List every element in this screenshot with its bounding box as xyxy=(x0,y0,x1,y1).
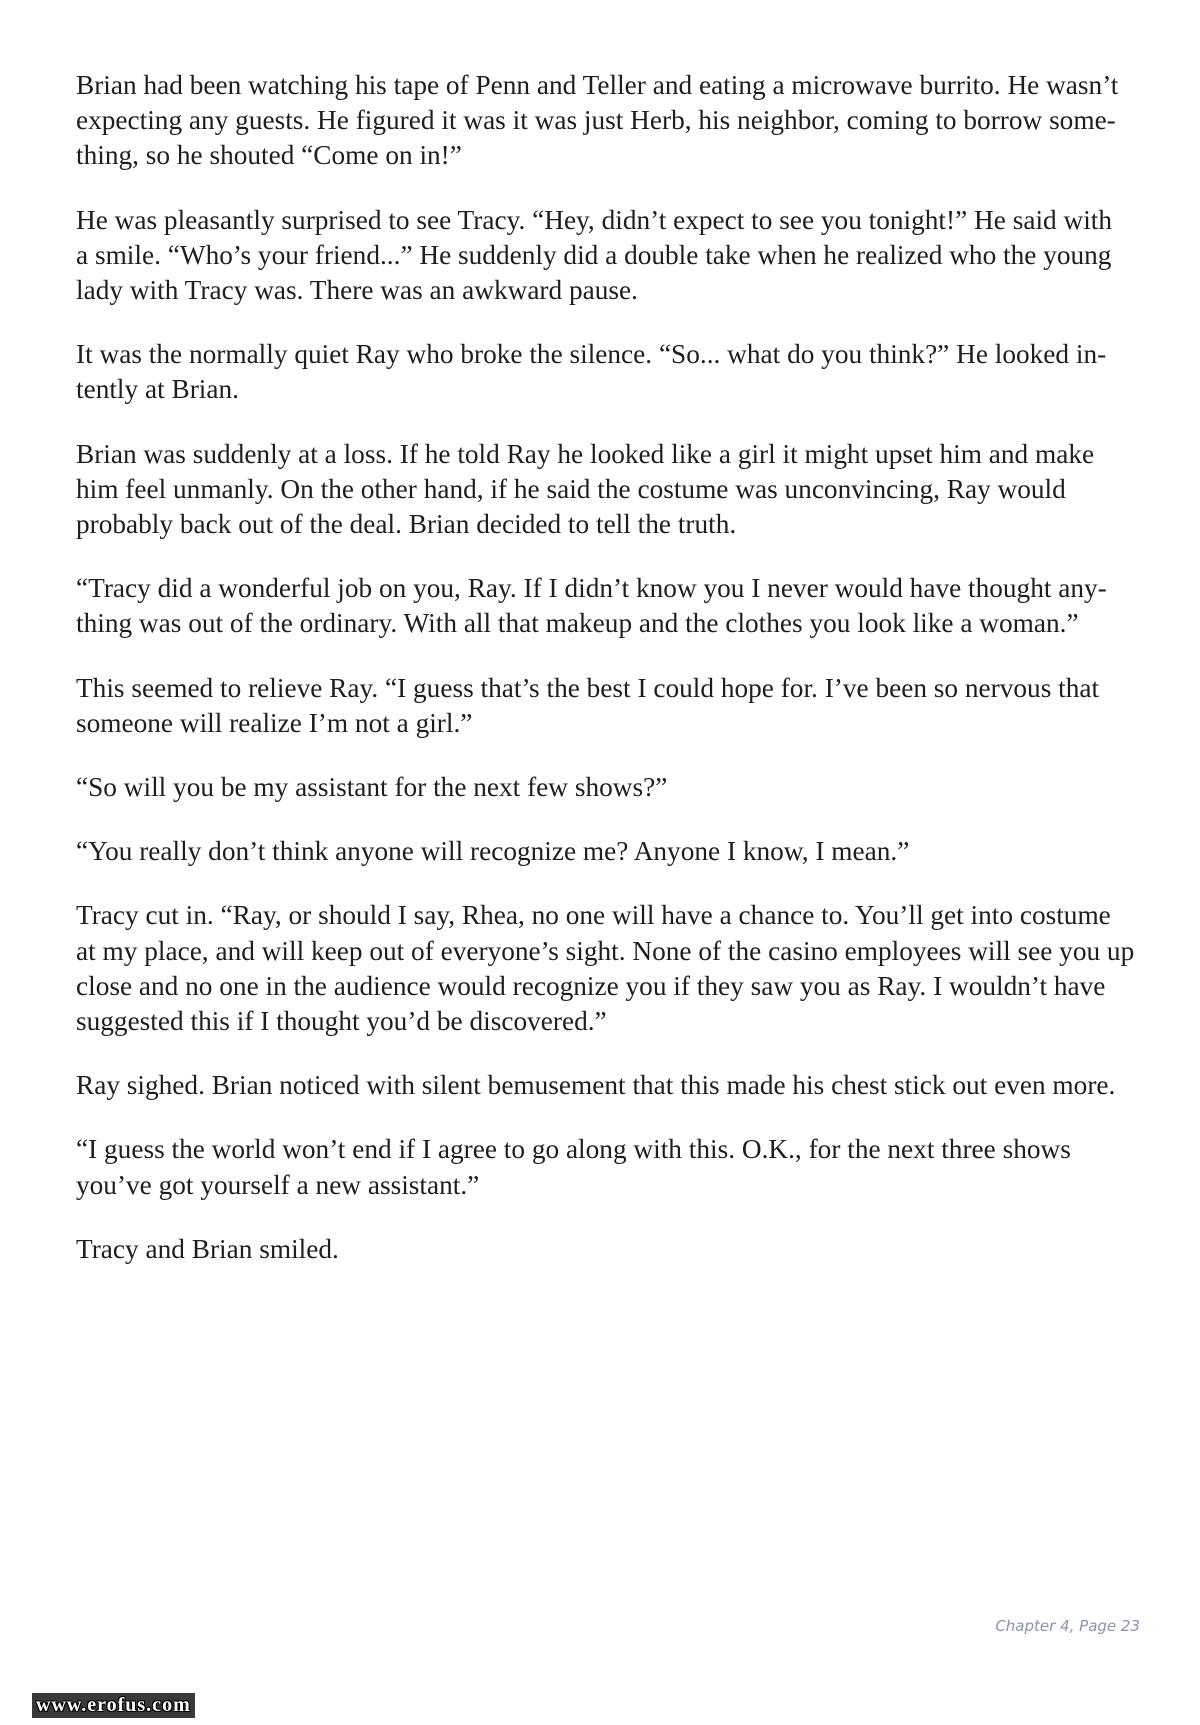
paragraph: This seemed to relieve Ray. “I guess that’s the best I could hope for. I’ve been so nervous that someone will realize I’m not a girl.” xyxy=(76,672,1100,738)
paragraph: “I guess the world won’t end if I agree to go along with this. O.K., for the next three shows you’ve got yourself a new assistant.” xyxy=(76,1134,1071,1200)
paragraph: It was the normally quiet Ray who broke the silence. “So... what do you think?” He looked in- tently at Brian. xyxy=(76,339,1107,405)
paragraph: Ray sighed. Brian noticed with silent bemusement that this made his chest stick out even more. xyxy=(76,1070,1116,1101)
paragraph: “Tracy did a wonderful job on you, Ray. If I didn’t know you I never would have thought any- thing was out of the ordinary. With all that makeup and the clothes you look like a woman.” xyxy=(76,573,1107,639)
paragraph: Tracy and Brian smiled. xyxy=(76,1233,339,1264)
paragraph: Brian was suddenly at a loss. If he told Ray he looked like a girl it might upset him and make him feel unmanly. On the other hand, if he said the costume was unconvincing, Ray would probably back out of the deal. Brian decided to tell the truth. xyxy=(76,438,1095,540)
story-text xyxy=(76,68,1144,1296)
paragraph: He was pleasantly surprised to see Tracy. “Hey, didn’t expect to see you tonight!” He said with a smile. “Who’s your friend...” He suddenly did a double take when he realized who the young lady with Tracy was. There was an awkward pause. xyxy=(76,204,1113,306)
paragraph: “So will you be my assistant for the next few shows?” xyxy=(76,772,668,803)
paragraph: Brian had been watching his tape of Penn and Teller and eating a microwave burrito. He wasn’t expecting any guests. He figured it was it was just Herb, his neighbor, coming to borrow some- thing, so he shouted “Come on in!” xyxy=(76,70,1119,171)
site-watermark: www.erofus.com xyxy=(32,1693,195,1718)
paragraph: Tracy cut in. “Ray, or should I say, Rhea, no one will have a chance to. You’ll get into costume at my place, and will keep out of everyone’s sight. None of the casino employees will see you up close and no one in the audience would recognize you if they saw you as Ray. I wouldn’t have suggested this if I thought you’d be discovered.” xyxy=(76,900,1135,1037)
page-number: Chapter 4, Page 23 xyxy=(995,1617,1140,1635)
paragraph: “You really don’t think anyone will recognize me? Anyone I know, I mean.” xyxy=(76,836,910,867)
